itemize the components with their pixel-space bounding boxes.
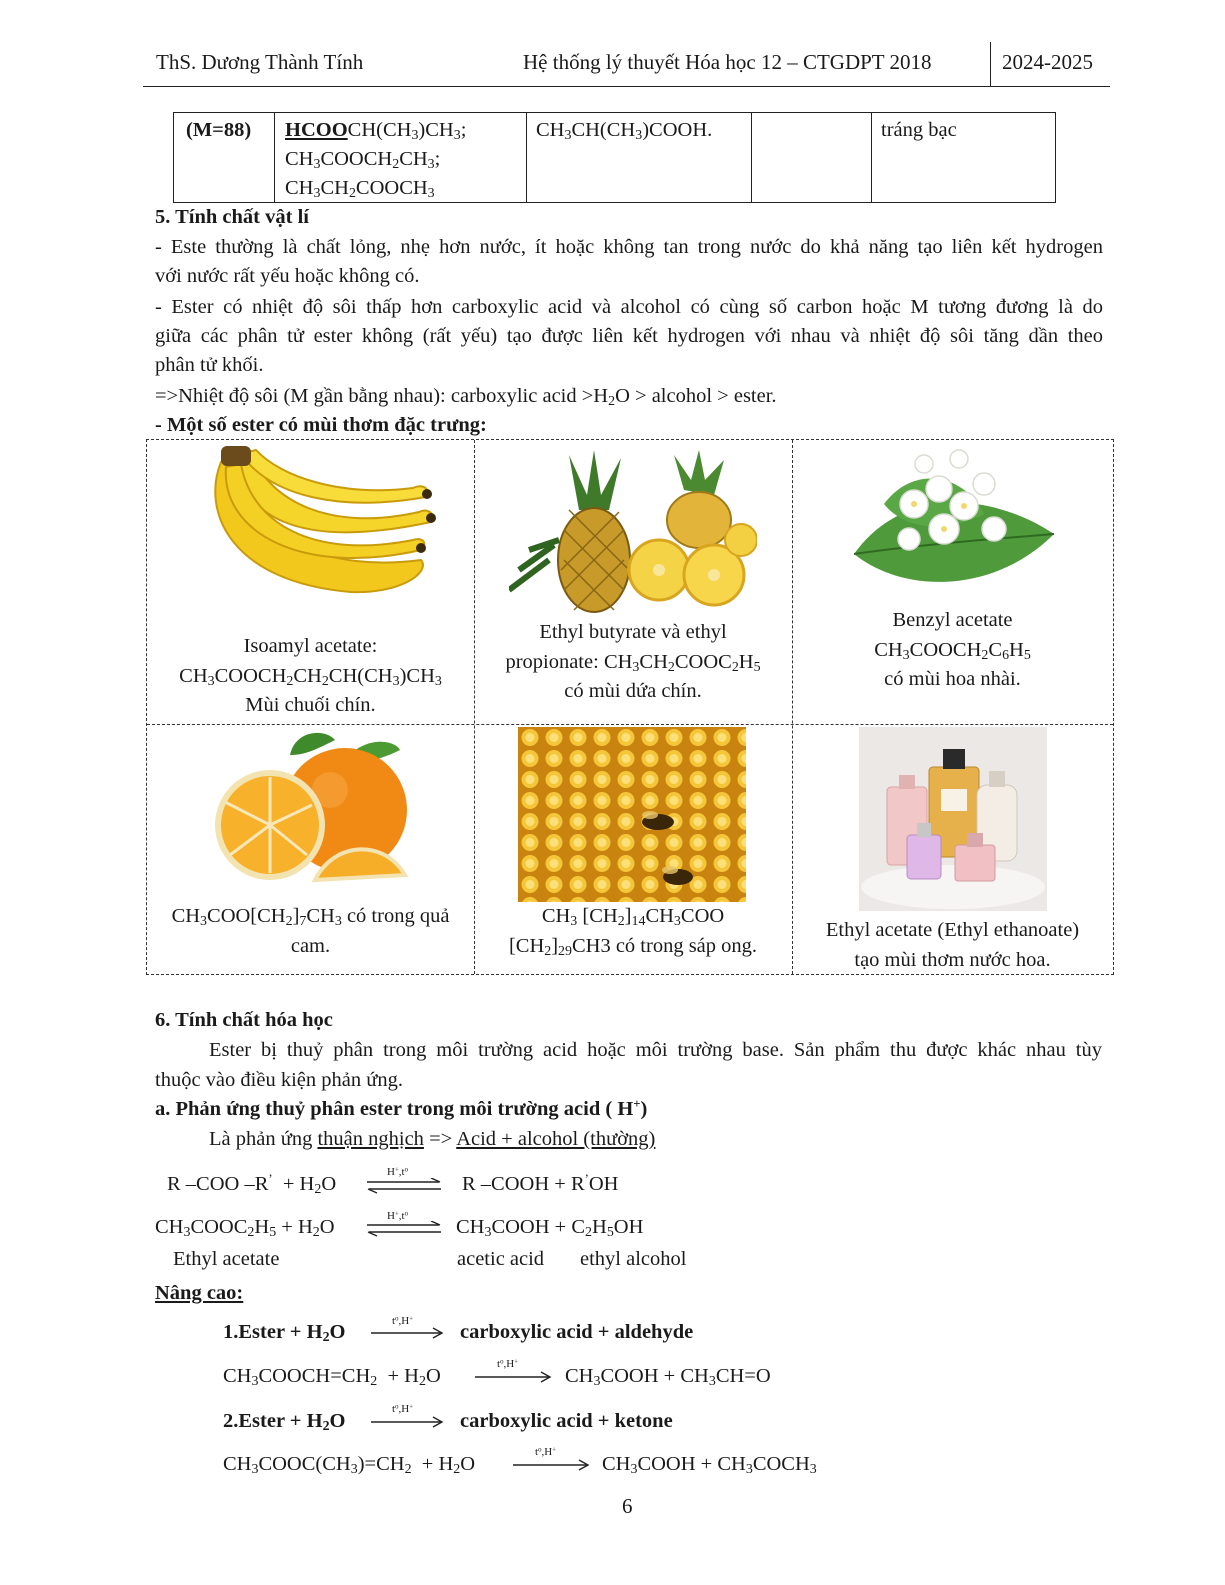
- vinyl-acetate-products: $CH_3COOH + CH_3CH=O$: [565, 1365, 771, 1390]
- reversible-note: Là phản ứng thuận nghịch => Acid + alcohol (thường): [209, 1128, 656, 1150]
- reaction-arrow-icon: [473, 1371, 553, 1383]
- perfume-image: [859, 727, 1047, 911]
- paragraph-line: phân tử khối.: [155, 354, 264, 376]
- header-rule: [143, 86, 1110, 87]
- header-author: ThS. Dương Thành Tính: [156, 50, 364, 74]
- label-ethyl-alcohol: ethyl alcohol: [580, 1248, 687, 1270]
- jasmine-image: [844, 444, 1062, 604]
- section-6-heading: 6. Tính chất hóa học: [155, 1009, 333, 1031]
- acid-hydrolysis-heading: a. Phản ứng thuỷ phân ester trong môi trường acid ( H+): [155, 1097, 648, 1120]
- general-hydrolysis-products: R –COOH + R’OH: [462, 1172, 619, 1195]
- header-year: 2024-2025: [1002, 50, 1093, 74]
- label-ethyl-acetate: Ethyl acetate: [173, 1248, 280, 1270]
- paragraph-line: - Este thường là chất lỏng, nhẹ hơn nước, ít hoặc không tan trong nước do khả năng tạo liên kết hydrogen: [155, 236, 1103, 258]
- ethyl-acetate-hydrolysis-reactants: $CH_3COOC_2H_5 + H_2O$: [155, 1216, 335, 1241]
- header-title: Hệ thống lý thuyết Hóa học 12 – CTGDPT 2018: [523, 50, 932, 74]
- boiling-point-order: =>Nhiệt độ sôi (M gần bằng nhau): carboxylic acid $>H_2O$ > alcohol > ester.: [155, 385, 777, 410]
- orange-caption: $CH_3COO[CH_2]_7CH_3$ có trong quả cam.: [171, 905, 450, 957]
- honeycomb-image: [518, 727, 746, 902]
- reaction-arrow-icon: [511, 1459, 591, 1471]
- equilibrium-arrow-icon: [365, 1221, 443, 1237]
- paragraph-line: Ester bị thuỷ phân trong môi trường acid hoặc môi trường base. Sản phẩm thu được khác nhau tùy: [209, 1039, 1102, 1061]
- reaction-condition: $t^o,H^+$: [392, 1403, 414, 1415]
- banana-caption: Isoamyl acetate: $CH_3COOCH_2CH_2CH(CH_3)CH_3$ Mùi chuối chín.: [179, 635, 442, 716]
- advanced-heading: Nâng cao:: [155, 1282, 244, 1304]
- reaction-condition: $H^+,t^o$: [387, 1166, 409, 1178]
- general-hydrolysis-reactants: R –COO $-R^’ + H_2O$: [167, 1172, 337, 1198]
- jasmine-caption: Benzyl acetate $CH_3COOCH_2C_6H_5$ có mùi hoa nhài.: [874, 609, 1031, 690]
- ester-to-aldehyde-products: carboxylic acid + aldehyde: [460, 1321, 694, 1343]
- vinyl-acetate-reactants: $CH_3COOCH=CH_2 + H_2O$: [223, 1365, 441, 1390]
- perfume-caption: Ethyl acetate (Ethyl ethanoate) tạo mùi thơm nước hoa.: [825, 919, 1080, 971]
- reaction-condition: $t^o,H^+$: [497, 1358, 519, 1370]
- isomer-table-row: [173, 112, 1056, 203]
- ethyl-acetate-hydrolysis-products: $CH_3COOH + C_2H_5OH$: [456, 1216, 644, 1241]
- paragraph-line: với nước rất yếu hoặc không có.: [155, 265, 420, 287]
- ester-to-ketone-reactants: 2.Ester + $H_2O$: [223, 1410, 346, 1435]
- acid-isomer-cell: $CH_3CH(CH_3)COOH$.: [536, 119, 713, 144]
- orange-image: [195, 730, 415, 890]
- beeswax-caption: $CH_3$ $[CH_2]_{14}CH_3COO$ $[CH_2]_{29}CH3$ có trong sáp ong.: [508, 905, 758, 959]
- isopropenyl-acetate-reactants: $CH_3COOC(CH_3)=CH_2 + H_2O$: [223, 1453, 476, 1478]
- reaction-note-cell: tráng bạc: [881, 119, 957, 141]
- isopropenyl-acetate-products: $CH_3COOH$ + $CH_3COCH_3$: [602, 1453, 817, 1478]
- equilibrium-arrow-icon: [365, 1178, 443, 1194]
- section-5-heading: 5. Tính chất vật lí: [155, 206, 309, 228]
- aroma-grid: [146, 439, 1114, 975]
- ester-to-aldehyde-reactants: 1.Ester + $H_2O$: [223, 1321, 346, 1346]
- paragraph-line: thuộc vào điều kiện phản ứng.: [155, 1069, 403, 1091]
- paragraph-line: - Ester có nhiệt độ sôi thấp hơn carboxylic acid và alcohol có cùng số carbon hoặc M tương đương là do: [155, 296, 1103, 318]
- aroma-heading: - Một số ester có mùi thơm đặc trưng:: [155, 414, 487, 436]
- banana-image: [181, 442, 439, 602]
- molar-mass-cell: (M=88): [186, 119, 252, 141]
- ester-isomers-cell: $HCOOCH(CH_3)CH_3$; $CH_3COOCH_2CH_3$; $CH_3CH_2COOCH_3$: [285, 119, 467, 202]
- reaction-condition: $t^o,H^+$: [392, 1315, 414, 1327]
- label-acetic-acid: acetic acid: [457, 1248, 545, 1270]
- ester-to-ketone-products: carboxylic acid + ketone: [460, 1410, 673, 1432]
- reaction-arrow-icon: [369, 1327, 445, 1339]
- paragraph-line: giữa các phân tử ester không (rất yếu) tạo được liên kết hydrogen với nhau và nhiệt độ sôi tăng dần theo: [155, 325, 1103, 347]
- page-number: 6: [622, 1494, 633, 1518]
- reaction-arrow-icon: [369, 1416, 445, 1428]
- header-separator: [990, 42, 991, 86]
- reaction-condition: $t^o,H^+$: [535, 1446, 557, 1458]
- pineapple-caption: Ethyl butyrate và ethyl propionate: $CH_3CH_2COOC_2H_5$ có mùi dứa chín.: [505, 621, 761, 702]
- reaction-condition: $H^+,t^o$: [387, 1210, 409, 1222]
- pineapple-image: [509, 450, 757, 615]
